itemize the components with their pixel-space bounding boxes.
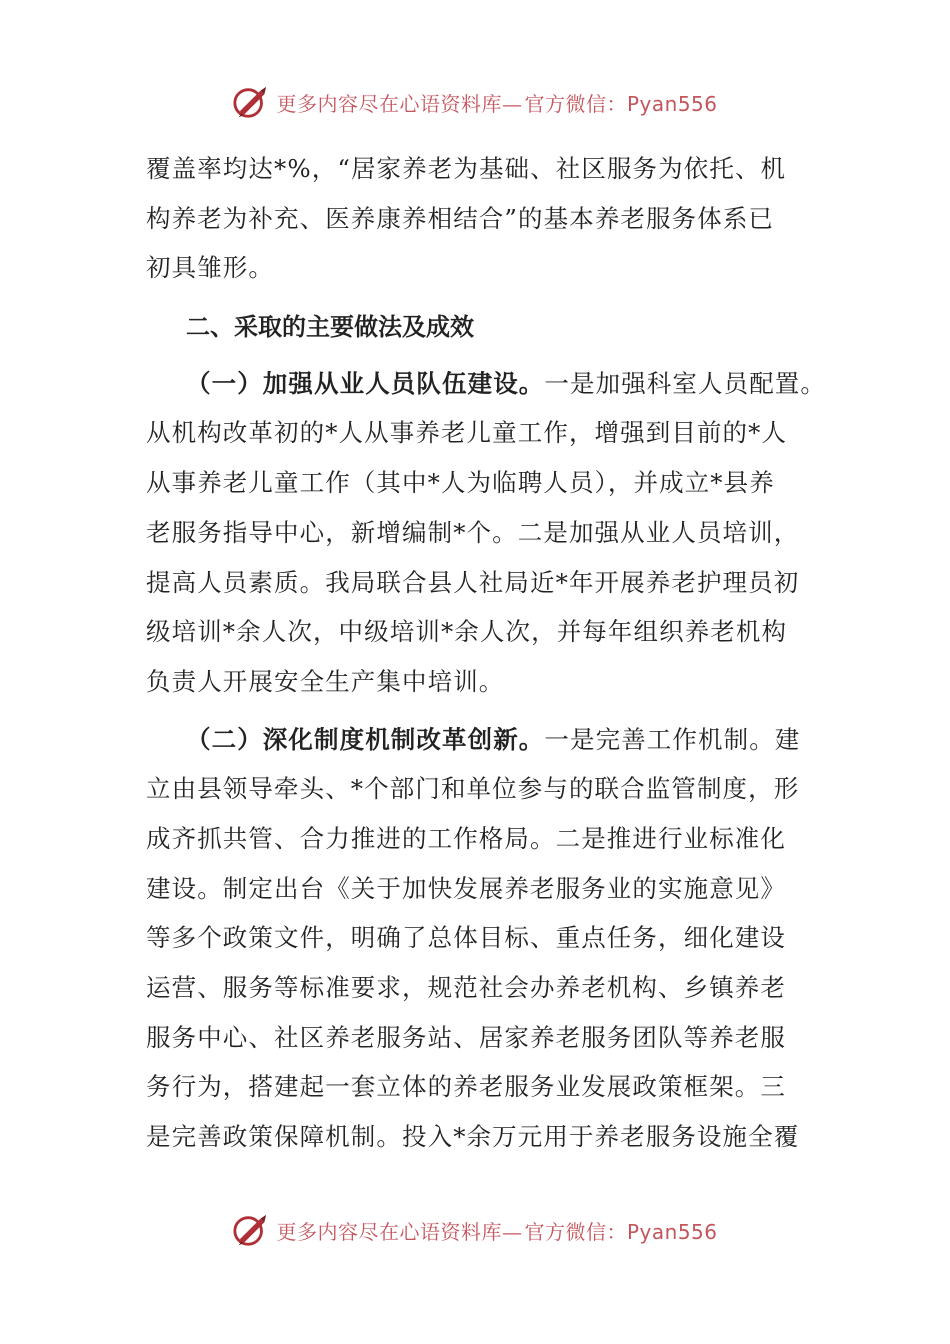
paragraph-3-first-text: 一是完善工作机制。建 bbox=[544, 724, 801, 754]
text-line: 建设。制定出台《关于加快发展养老服务业的实施意见》 bbox=[146, 873, 786, 903]
footer-banner-title: 更多内容尽在心语资料库— bbox=[276, 1219, 523, 1244]
footer-banner bbox=[0, 1210, 950, 1250]
text-line-first bbox=[146, 715, 806, 765]
text-line: 务行为，搭建起一套立体的养老服务业发展政策框架。三 bbox=[146, 1072, 786, 1102]
text-line: 立由县领导牵头、*个部门和单位参与的联合监管制度，形 bbox=[146, 774, 800, 804]
header-banner-title: 更多内容尽在心语资料库— bbox=[276, 91, 523, 116]
pen-logo-icon bbox=[232, 1211, 270, 1249]
text-line: 等多个政策文件，明确了总体目标、重点任务，细化建设 bbox=[146, 923, 786, 953]
header-banner bbox=[0, 82, 950, 122]
text-line: 初具雏形。 bbox=[146, 253, 274, 283]
paragraph-3-title: （二）深化制度机制改革创新。 bbox=[186, 724, 545, 754]
text-line: 服务中心、社区养老服务站、居家养老服务团队等养老服 bbox=[146, 1022, 786, 1052]
text-line: 提高人员素质。我局联合县人社局近*年开展养老护理员初 bbox=[146, 567, 800, 597]
paragraph-1 bbox=[146, 144, 806, 293]
text-line: 覆盖率均达*%，“居家养老为基础、社区服务为依托、机 bbox=[146, 154, 787, 183]
text-line: 是完善政策保障机制。投入*余万元用于养老服务设施全覆 bbox=[146, 1122, 800, 1152]
text-line: 老服务指导中心，新增编制*个。二是加强从业人员培训， bbox=[146, 517, 800, 547]
footer-banner-text bbox=[276, 1216, 717, 1245]
text-line: 成齐抓共管、合力推进的工作格局。二是推进行业标准化 bbox=[146, 823, 786, 853]
pen-logo-icon bbox=[232, 83, 270, 121]
text-line: 运营、服务等标准要求，规范社会办养老机构、乡镇养老 bbox=[146, 973, 786, 1003]
text-line: 从事养老儿童工作（其中*人为临聘人员），并成立*县养 bbox=[146, 468, 775, 498]
header-banner-id: Pyan556 bbox=[626, 91, 718, 116]
paragraph-2-title: （一）加强从业人员队伍建设。 bbox=[186, 368, 545, 398]
text-line: 负责人开展安全生产集中培训。 bbox=[146, 666, 505, 696]
section-heading: 二、采取的主要做法及成效 bbox=[186, 313, 474, 342]
footer-banner-wechat: 官方微信： bbox=[524, 1219, 627, 1244]
header-banner-wechat: 官方微信： bbox=[524, 91, 627, 116]
text-line: 构养老为补充、医养康养相结合”的基本养老服务体系已 bbox=[146, 203, 775, 233]
text-line-first bbox=[146, 359, 827, 409]
footer-banner-id: Pyan556 bbox=[626, 1219, 718, 1244]
paragraph-2-first-text: 一是加强科室人员配置。 bbox=[544, 368, 827, 398]
paragraph-2 bbox=[146, 359, 827, 707]
paragraph-3 bbox=[146, 715, 806, 1162]
text-line: 从机构改革初的*人从事养老儿童工作，增强到目前的*人 bbox=[146, 418, 788, 448]
document-body bbox=[146, 144, 827, 1162]
header-banner-text bbox=[276, 88, 717, 117]
text-line: 级培训*余人次，中级培训*余人次，并每年组织养老机构 bbox=[146, 617, 788, 647]
